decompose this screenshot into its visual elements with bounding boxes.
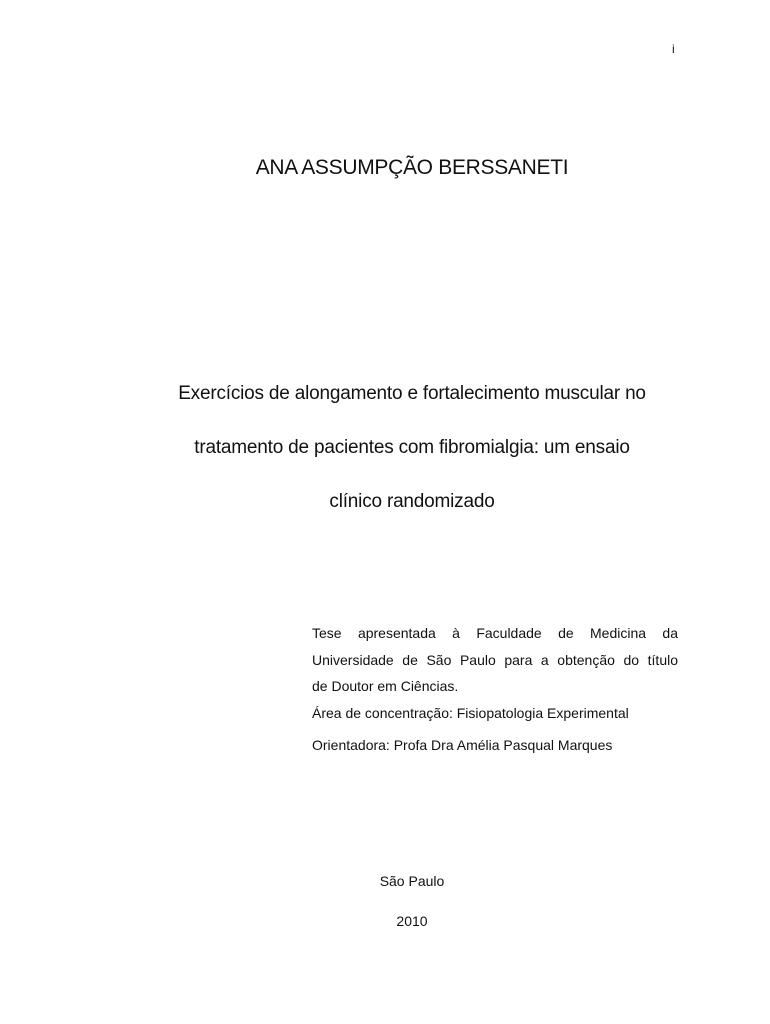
title-line: clínico randomizado <box>329 491 495 512</box>
concentration-area: Área de concentração: Fisiopatologia Experimental <box>312 704 629 721</box>
title-line: tratamento de pacientes com fibromialgia: um ensaio <box>194 437 630 458</box>
year: 2010 <box>396 913 428 929</box>
thesis-info <box>312 620 678 768</box>
title-line: Exercícios de alongamento e fortalecimento muscular no <box>178 383 646 404</box>
page-number: i <box>672 42 675 56</box>
presentation-text <box>312 620 678 700</box>
thesis-title <box>140 367 684 529</box>
city: São Paulo <box>379 873 445 889</box>
author-name: ANA ASSUMPÇÃO BERSSANETI <box>255 156 569 179</box>
advisor: Orientadora: Profa Dra Amélia Pasqual Marques <box>312 736 613 753</box>
presentation-line: Universidade de São Paulo para a obtenção do título <box>312 651 678 668</box>
presentation-line: de Doutor em Ciências. <box>312 678 459 694</box>
presentation-line: Tese apresentada à Faculdade de Medicina da <box>312 625 678 641</box>
